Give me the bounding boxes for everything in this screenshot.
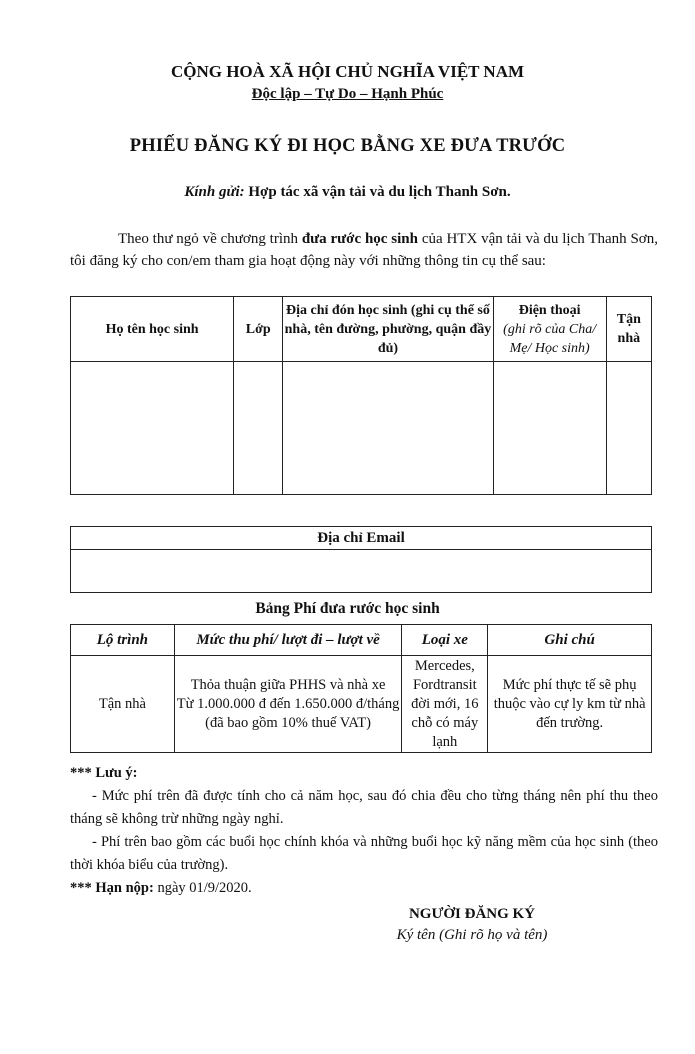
signer-hint: Ký tên (Ghi rõ họ và tên) <box>396 927 548 943</box>
col-address: Địa chỉ đón học sinh (ghi cụ thể số nhà, tên đường, phường, quận đầy đủ) <box>283 297 493 362</box>
fee-table-title: Bảng Phí đưa rước học sinh <box>255 600 440 617</box>
motto <box>0 86 695 103</box>
registration-header-row <box>71 297 652 362</box>
col-phone <box>493 297 606 362</box>
nation-header: CỘNG HOÀ XÃ HỘI CHỦ NGHĨA VIỆT NAM <box>170 62 525 81</box>
route-cell: Tận nhà <box>71 656 175 753</box>
note-item-1: - Mức phí trên đã được tính cho cả năm học, sau đó chia đều cho từng tháng nên phí thu theo tháng sẽ không trừ những ngày nghỉ. <box>70 788 658 827</box>
fee-line-3: (đã bao gồm 10% thuế VAT) <box>205 714 371 731</box>
class-cell[interactable] <box>234 362 283 495</box>
col-student-name: Họ tên học sinh <box>71 297 234 362</box>
col-door-pickup: Tận nhà <box>606 297 651 362</box>
col-vehicle: Loại xe <box>402 625 488 656</box>
fee-row <box>71 656 652 753</box>
recipient-label: Kính gửi: <box>184 184 245 200</box>
fee-cell <box>174 656 402 753</box>
signature-block <box>372 906 572 944</box>
deadline-line <box>70 877 658 900</box>
form-title: PHIẾU ĐĂNG KÝ ĐI HỌC BẰNG XE ĐƯA TRƯỚC <box>129 136 566 156</box>
student-name-cell[interactable] <box>71 362 234 495</box>
signer-title: NGƯỜI ĐĂNG KÝ <box>408 906 536 922</box>
note-item-2: - Phí trên bao gồm các buổi học chính khóa và những buổi học kỹ năng mềm của học sinh (theo thời khóa biểu của trường). <box>70 834 658 873</box>
registration-entry-row <box>71 362 652 495</box>
recipient-line <box>0 184 695 201</box>
motto-text: Độc lập – Tự Do – Hạnh Phúc <box>251 86 444 102</box>
door-pickup-cell[interactable] <box>606 362 651 495</box>
fee-header-row <box>71 625 652 656</box>
deadline-label: *** Hạn nộp: <box>70 880 154 896</box>
email-label: Địa chỉ Email <box>71 527 652 550</box>
phone-cell[interactable] <box>493 362 606 495</box>
notes-section <box>70 762 658 900</box>
intro-bold: đưa rước học sinh <box>301 231 418 247</box>
fee-line-2: Từ 1.000.000 đ đến 1.650.000 đ/tháng <box>176 695 400 712</box>
intro-part2: của HTX vận tải và du lịch Thanh Sơn, tôi đăng ký cho con/em tham gia hoạt động này với những thông tin cụ thể sau: <box>70 231 658 269</box>
recipient-name: Hợp tác xã vận tải và du lịch Thanh Sơn. <box>248 184 511 200</box>
notes-heading: *** Lưu ý: <box>70 765 138 781</box>
col-note: Ghi chú <box>488 625 652 656</box>
col-class: Lớp <box>234 297 283 362</box>
email-cell[interactable] <box>71 550 652 593</box>
email-table <box>70 526 652 593</box>
col-phone-label: Điện thoại <box>518 302 581 318</box>
fee-line-1: Thỏa thuận giữa PHHS và nhà xe <box>190 676 386 693</box>
vehicle-cell: Mercedes, Fordtransit đời mới, 16 chỗ có máy lạnh <box>402 656 488 753</box>
intro-paragraph <box>70 228 658 272</box>
intro-part1: Theo thư ngỏ về chương trình <box>118 231 302 247</box>
col-fee: Mức thu phí/ lượt đi – lượt về <box>174 625 402 656</box>
note-cell: Mức phí thực tế sẽ phụ thuộc vào cự ly km từ nhà đến trường. <box>488 656 652 753</box>
col-phone-note: (ghi rõ của Cha/ Mẹ/ Học sinh) <box>503 321 597 356</box>
registration-table <box>70 296 652 495</box>
col-route: Lộ trình <box>71 625 175 656</box>
fee-table <box>70 624 652 753</box>
deadline-value: ngày 01/9/2020. <box>153 880 252 896</box>
address-cell[interactable] <box>283 362 493 495</box>
